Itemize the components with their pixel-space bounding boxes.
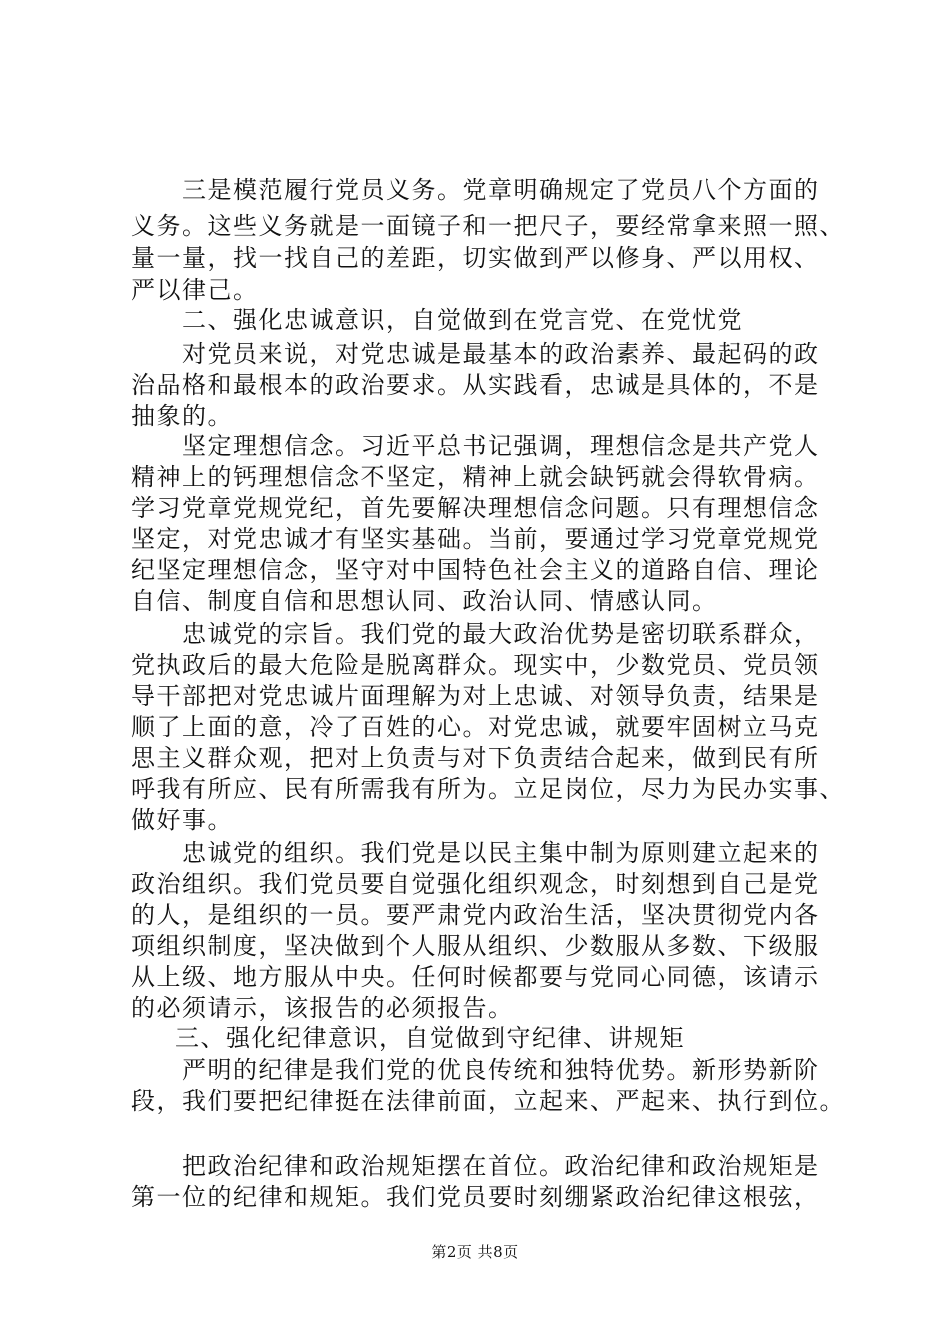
text-line: 学习党章党规党纪，首先要解决理想信念问题。只有理想信念	[131, 494, 820, 522]
text-line: 治品格和最根本的政治要求。从实践看，忠诚是具体的，不是	[131, 371, 820, 399]
section-heading: 三、强化纪律意识，自觉做到守纪律、讲规矩	[175, 1024, 685, 1052]
text-line: 抽象的。	[131, 402, 233, 430]
text-line: 第一位的纪律和规矩。我们党员要时刻绷紧政治纪律这根弦，	[131, 1183, 820, 1211]
text-line: 精神上的钙理想信念不坚定，精神上就会缺钙就会得软骨病。	[131, 463, 820, 491]
text-line: 政治组织。我们党员要自觉强化组织观念，时刻想到自己是党	[131, 870, 820, 898]
text-line: 三是模范履行党员义务。党章明确规定了党员八个方面的	[182, 176, 820, 204]
text-line: 项组织制度，坚决做到个人服从组织、少数服从多数、下级服	[131, 932, 820, 960]
text-line: 量一量，找一找自己的差距，切实做到严以修身、严以用权、	[131, 244, 820, 272]
text-line: 自信、制度自信和思想认同、政治认同、情感认同。	[131, 587, 718, 615]
text-line: 对党员来说，对党忠诚是最基本的政治素养、最起码的政	[182, 340, 820, 368]
text-line: 坚定理想信念。习近平总书记强调，理想信念是共产党人	[182, 432, 820, 460]
text-line: 党执政后的最大危险是脱离群众。现实中，少数党员、党员领	[131, 651, 820, 679]
section-heading: 二、强化忠诚意识，自觉做到在党言党、在党忧党	[182, 306, 743, 334]
text-line: 忠诚党的组织。我们党是以民主集中制为原则建立起来的	[182, 839, 820, 867]
text-line: 纪坚定理想信念，坚守对中国特色社会主义的道路自信、理论	[131, 556, 820, 584]
text-line: 段，我们要把纪律挺在法律前面，立起来、严起来、执行到位。	[131, 1087, 845, 1115]
text-line: 坚定，对党忠诚才有坚实基础。当前，要通过学习党章党规党	[131, 525, 820, 553]
text-line: 导干部把对党忠诚片面理解为对上忠诚、对领导负责，结果是	[131, 682, 820, 710]
text-line: 忠诚党的宗旨。我们党的最大政治优势是密切联系群众，	[182, 620, 820, 648]
text-line: 严以律己。	[131, 276, 259, 304]
text-line: 义务。这些义务就是一面镜子和一把尺子，要经常拿来照一照、	[131, 212, 845, 240]
text-line: 从上级、地方服从中央。任何时候都要与党同心同德，该请示	[131, 963, 820, 991]
text-line: 的人，是组织的一员。要严肃党内政治生活，坚决贯彻党内各	[131, 901, 820, 929]
text-line: 思主义群众观，把对上负责与对下负责结合起来，做到民有所	[131, 744, 820, 772]
text-line: 的必须请示，该报告的必须报告。	[131, 994, 514, 1022]
text-line: 做好事。	[131, 806, 233, 834]
page-number: 第2页 共8页	[431, 1243, 519, 1261]
text-line: 顺了上面的意，冷了百姓的心。对党忠诚，就要牢固树立马克	[131, 713, 820, 741]
text-line: 把政治纪律和政治规矩摆在首位。政治纪律和政治规矩是	[182, 1152, 820, 1180]
text-line: 呼我有所应、民有所需我有所为。立足岗位，尽力为民办实事、	[131, 775, 845, 803]
text-line: 严明的纪律是我们党的优良传统和独特优势。新形势新阶	[182, 1056, 820, 1084]
